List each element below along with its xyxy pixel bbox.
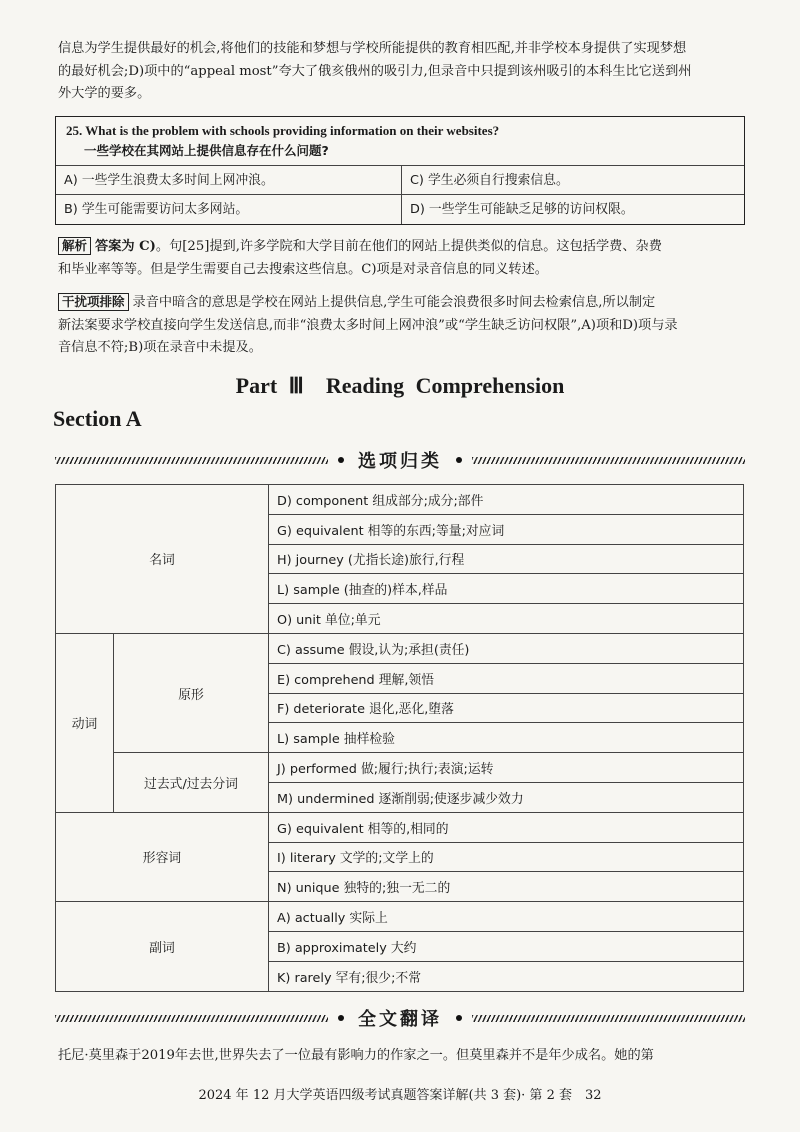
hatch-divider: [472, 1015, 745, 1022]
distractor-line: [58, 292, 748, 315]
option-a: A) 一些学生浪费太多时间上网冲浪。: [64, 173, 274, 188]
vocab-item: F) deteriorate 退化,恶化,堕落: [269, 693, 744, 723]
subcategory-past-form: 过去式/过去分词: [114, 753, 269, 813]
option-row: [56, 195, 744, 224]
analysis-tag: 解析: [58, 237, 91, 255]
translation-paragraph: 托尼·莫里森于2019年去世,世界失去了一位最有影响力的作家之一。但莫里森并不是年少成名。她的第: [58, 1048, 654, 1063]
vocab-item: I) literary 文学的;文学上的: [269, 842, 744, 872]
bullet-dot: [338, 457, 344, 463]
distractor-paragraph: [58, 292, 748, 360]
vocab-item: K) rarely 罕有;很少;不常: [269, 961, 744, 991]
question-chinese: 一些学校在其网站上提供信息存在什么问题?: [84, 143, 329, 158]
table-row: [56, 485, 744, 515]
vocab-item: G) equivalent 相等的,相同的: [269, 812, 744, 842]
question-box: [55, 116, 745, 225]
distractor-text: 录音中暗含的意思是学校在网站上提供信息,学生可能会浪费很多时间去检索信息,所以制定: [132, 295, 656, 310]
option-c: C) 学生必须自行搜索信息。: [401, 166, 744, 194]
top-paragraph: [58, 38, 748, 106]
table-row: [56, 902, 744, 932]
option-row: [56, 166, 744, 195]
hatch-divider: [472, 457, 745, 464]
category-verb: 动词: [56, 633, 114, 812]
analysis-text: 。句[25]提到,许多学院和大学目前在他们的网站上提供类似的信息。这包括学费、杂费: [155, 239, 662, 254]
question-header: [56, 117, 744, 166]
distractor-line: 新法案要求学校直接向学生发送信息,而非“浪费太多时间上网冲浪”或“学生缺乏访问权限”,A)项和D)项与录: [58, 317, 678, 333]
full-translation-banner: [55, 1004, 745, 1032]
answer-text: 答案为 C): [95, 239, 156, 254]
distractor-line: 音信息不符;B)项在录音中未提及。: [58, 340, 262, 355]
category-adjective: 形容词: [56, 812, 269, 901]
section-title: Section A: [53, 406, 142, 431]
vocab-item: N) unique 独特的;独一无二的: [269, 872, 744, 902]
bullet-dot: [456, 1015, 462, 1021]
option-d: D) 一些学生可能缺乏足够的访问权限。: [401, 195, 744, 224]
vocab-item: H) journey (尤指长途)旅行,行程: [269, 544, 744, 574]
vocab-item: B) approximately 大约: [269, 931, 744, 961]
distractor-tag: 干扰项排除: [58, 293, 129, 311]
vocab-item: L) sample (抽查的)样本,样品: [269, 574, 744, 604]
banner-title: 全文翻译: [358, 1009, 442, 1030]
vocab-item: D) component 组成部分;成分;部件: [269, 485, 744, 515]
question-english: 25. What is the problem with schools providing information on their websites?: [66, 123, 500, 138]
bullet-dot: [456, 457, 462, 463]
vocab-item: O) unit 单位;单元: [269, 604, 744, 634]
category-adverb: 副词: [56, 902, 269, 991]
top-paragraph-line: 外大学的要多。: [58, 86, 151, 101]
option-category-banner: [55, 446, 745, 474]
table-row: [56, 812, 744, 842]
option-b: B) 学生可能需要访问太多网站。: [64, 202, 249, 217]
table-row: [56, 753, 744, 783]
analysis-line: 和毕业率等等。但是学生需要自己去搜索这些信息。C)项是对录音信息的同义转述。: [58, 261, 548, 277]
bullet-dot: [338, 1015, 344, 1021]
subcategory-base-form: 原形: [114, 633, 269, 752]
part-title: Part Ⅲ Reading Comprehension: [235, 373, 565, 398]
category-noun: 名词: [56, 485, 269, 634]
vocab-item: C) assume 假设,认为;承担(责任): [269, 633, 744, 663]
table-row: [56, 633, 744, 663]
vocab-item: E) comprehend 理解,领悟: [269, 663, 744, 693]
top-paragraph-line: 的最好机会;D)项中的“appeal most”夸大了俄亥俄州的吸引力,但录音中只提到该州吸引的本科生比它送到州: [58, 63, 692, 79]
hatch-divider: [55, 1015, 328, 1022]
page-footer: 2024 年 12 月大学英语四级考试真题答案详解(共 3 套)· 第 2 套 32: [198, 1088, 602, 1103]
vocab-table: [55, 484, 744, 992]
banner-title: 选项归类: [358, 451, 442, 472]
analysis-paragraph: [58, 236, 748, 281]
vocab-item: J) performed 做;履行;执行;表演;运转: [269, 753, 744, 783]
vocab-item: A) actually 实际上: [269, 902, 744, 932]
vocab-item: G) equivalent 相等的东西;等量;对应词: [269, 514, 744, 544]
top-paragraph-line: 信息为学生提供最好的机会,将他们的技能和梦想与学校所能提供的教育相匹配,并非学校本身提供了实现梦想: [58, 41, 687, 56]
vocab-item: M) undermined 逐渐削弱;使逐步减少效力: [269, 782, 744, 812]
hatch-divider: [55, 457, 328, 464]
vocab-item: L) sample 抽样检验: [269, 723, 744, 753]
analysis-line: [58, 236, 748, 259]
